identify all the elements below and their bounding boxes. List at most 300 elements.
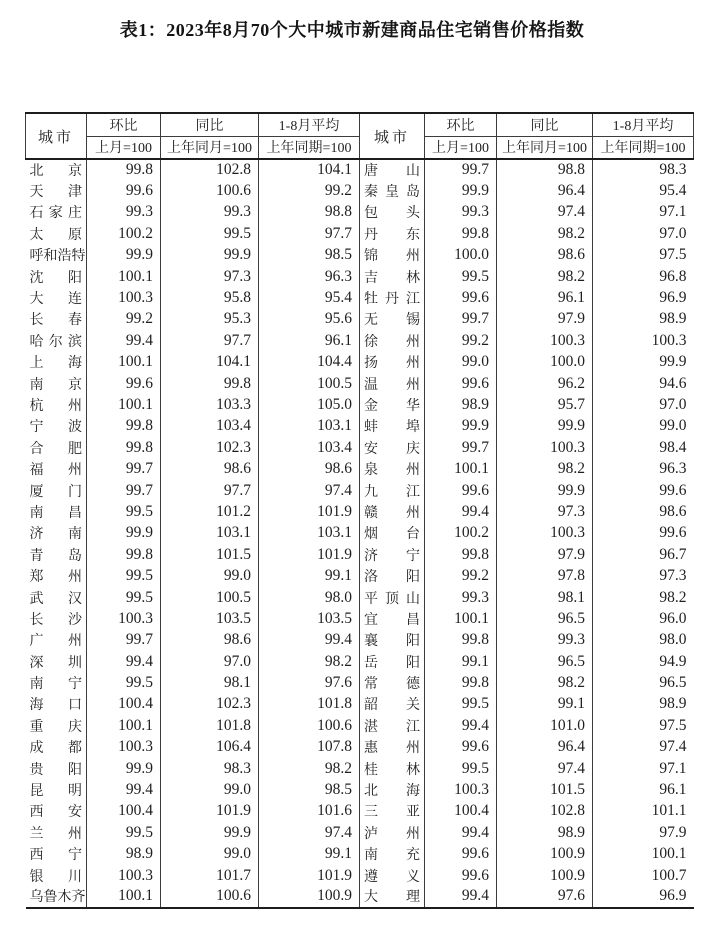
yoy-value-cell: 97.4 — [497, 202, 593, 223]
yoy-value-cell: 99.1 — [497, 694, 593, 715]
city-name: 成 都 — [29, 741, 82, 757]
table-row — [26, 352, 694, 373]
city-name: 北 京 — [29, 164, 82, 180]
table-row — [26, 309, 694, 330]
avg-value-cell: 101.9 — [259, 501, 360, 522]
city-cell — [26, 352, 87, 373]
yoy-value-cell: 100.6 — [161, 180, 259, 201]
city-name: 广 州 — [29, 634, 82, 650]
city-name: 兰 州 — [29, 826, 82, 842]
mom-value-cell: 100.4 — [87, 801, 161, 822]
avg-value-cell: 99.1 — [259, 565, 360, 586]
yoy-value-cell: 101.5 — [497, 779, 593, 800]
city-cell — [26, 480, 87, 501]
city-cell — [360, 737, 425, 758]
table-container — [25, 112, 694, 909]
city-name: 洛 阳 — [364, 570, 420, 586]
avg-value-cell: 98.4 — [659, 438, 687, 456]
avg-value-cell: 96.1 — [659, 781, 687, 799]
table-row — [26, 694, 694, 715]
city-name: 杭 州 — [29, 398, 82, 414]
yoy-value-cell: 99.0 — [161, 844, 259, 865]
city-cell — [26, 458, 87, 479]
avg-value-cell: 99.6 — [659, 481, 687, 499]
yoy-value-cell: 101.2 — [161, 501, 259, 522]
yoy-value-cell: 99.9 — [497, 416, 593, 437]
city-name: 重 庆 — [29, 719, 82, 735]
yoy-value-cell: 100.9 — [497, 844, 593, 865]
city-name: 秦 皇 岛 — [364, 185, 420, 201]
yoy-value-cell: 98.2 — [497, 458, 593, 479]
yoy-value-cell: 95.3 — [161, 309, 259, 330]
city-cell — [360, 865, 425, 886]
city-name: 北 海 — [364, 784, 420, 800]
avg-value-cell: 97.6 — [259, 672, 360, 693]
city-cell — [360, 544, 425, 565]
mom-value-cell: 99.6 — [87, 373, 161, 394]
city-name: 西 安 — [29, 805, 82, 821]
avg-value-cell: 96.8 — [659, 267, 687, 285]
city-name: 合 肥 — [29, 441, 82, 457]
mom-value-cell: 99.6 — [425, 865, 497, 886]
avg-value-cell: 100.3 — [651, 331, 687, 349]
city-name: 西 宁 — [29, 848, 82, 864]
mom-value-cell: 99.8 — [425, 630, 497, 651]
yoy-value-cell: 100.5 — [161, 587, 259, 608]
table-row — [26, 801, 694, 822]
city-cell — [26, 266, 87, 287]
city-cell — [360, 758, 425, 779]
city-name: 平 顶 山 — [364, 591, 420, 607]
yoy-value-cell: 103.1 — [161, 523, 259, 544]
yoy-value-cell: 100.3 — [497, 330, 593, 351]
city-cell — [360, 330, 425, 351]
mom-value-cell: 99.8 — [425, 544, 497, 565]
mom-value-cell: 100.3 — [87, 608, 161, 629]
mom-value-cell: 99.3 — [425, 202, 497, 223]
city-name: 桂 林 — [364, 762, 420, 778]
city-name: 九 江 — [364, 484, 420, 500]
avg-value-cell: 99.1 — [259, 844, 360, 865]
city-cell — [360, 801, 425, 822]
table-body — [26, 159, 694, 908]
mom-value-cell: 99.8 — [87, 544, 161, 565]
city-cell — [360, 480, 425, 501]
table-row — [26, 844, 694, 865]
city-cell — [26, 779, 87, 800]
table-row — [26, 779, 694, 800]
city-cell — [26, 822, 87, 843]
city-cell — [26, 287, 87, 308]
avg-value-cell: 97.1 — [659, 203, 687, 221]
city-name: 贵 阳 — [29, 762, 82, 778]
table-row — [26, 822, 694, 843]
avg-value-cell: 96.3 — [259, 266, 360, 287]
yoy-value-cell: 99.8 — [161, 373, 259, 394]
yoy-value-cell: 99.9 — [161, 822, 259, 843]
mom-value-cell: 100.4 — [87, 694, 161, 715]
city-name: 无 锡 — [364, 313, 420, 329]
mom-value-cell: 100.1 — [87, 394, 161, 415]
avg-value-cell: 96.9 — [659, 887, 687, 905]
city-cell — [360, 779, 425, 800]
table-row — [26, 245, 694, 266]
mom-value-cell: 100.1 — [87, 266, 161, 287]
yoy-value-cell: 99.5 — [161, 223, 259, 244]
avg-value-cell: 99.2 — [259, 180, 360, 201]
yoy-value-cell: 104.1 — [161, 352, 259, 373]
city-cell — [26, 758, 87, 779]
city-cell — [360, 394, 425, 415]
city-cell — [360, 309, 425, 330]
city-cell — [26, 373, 87, 394]
mom-value-cell: 99.3 — [87, 202, 161, 223]
mom-value-cell: 99.7 — [425, 159, 497, 180]
mom-value-cell: 99.2 — [425, 330, 497, 351]
yoy-value-cell: 99.0 — [161, 565, 259, 586]
city-cell — [26, 437, 87, 458]
avg-value-cell: 107.8 — [259, 737, 360, 758]
price-index-table — [25, 112, 694, 909]
header-yoy-base-left: 上年同月=100 — [161, 136, 259, 159]
avg-value-cell: 97.1 — [659, 759, 687, 777]
mom-value-cell: 99.7 — [87, 630, 161, 651]
mom-value-cell: 99.7 — [87, 480, 161, 501]
yoy-value-cell: 101.0 — [497, 715, 593, 736]
city-name: 南 充 — [364, 848, 420, 864]
yoy-value-cell: 102.3 — [161, 437, 259, 458]
mom-value-cell: 99.4 — [87, 330, 161, 351]
table-row — [26, 202, 694, 223]
table-row — [26, 458, 694, 479]
city-cell — [360, 844, 425, 865]
avg-value-cell: 103.5 — [259, 608, 360, 629]
mom-value-cell: 99.0 — [425, 352, 497, 373]
city-name: 遵 义 — [364, 869, 420, 885]
yoy-value-cell: 99.9 — [497, 480, 593, 501]
avg-value-cell: 97.3 — [659, 567, 687, 585]
city-name: 深 圳 — [29, 655, 82, 671]
avg-value-cell: 100.9 — [259, 886, 360, 907]
city-cell — [360, 694, 425, 715]
city-name: 武 汉 — [29, 591, 82, 607]
avg-value-cell: 95.4 — [259, 287, 360, 308]
yoy-value-cell: 100.3 — [497, 437, 593, 458]
mom-value-cell: 100.4 — [425, 801, 497, 822]
avg-value-cell: 96.0 — [659, 609, 687, 627]
mom-value-cell: 99.3 — [425, 587, 497, 608]
city-name: 南 昌 — [29, 505, 82, 521]
mom-value-cell: 99.7 — [425, 437, 497, 458]
yoy-value-cell: 97.0 — [161, 651, 259, 672]
mom-value-cell: 99.4 — [87, 779, 161, 800]
header-city-right: 城市 — [360, 113, 425, 159]
yoy-value-cell: 101.8 — [161, 715, 259, 736]
header-mom-right: 环比 — [425, 113, 497, 136]
city-name: 厦 门 — [29, 484, 82, 500]
mom-value-cell: 99.7 — [425, 309, 497, 330]
city-cell — [26, 309, 87, 330]
mom-value-cell: 99.4 — [425, 886, 497, 907]
header-avg-base-right: 上年同期=100 — [593, 136, 694, 159]
mom-value-cell: 99.6 — [425, 480, 497, 501]
city-name: 乌 鲁 木 齐 — [29, 890, 86, 906]
header-avg-right: 1-8月平均 — [593, 113, 694, 136]
avg-value-cell: 96.9 — [659, 289, 687, 307]
yoy-value-cell: 97.9 — [497, 309, 593, 330]
table-row — [26, 865, 694, 886]
table-row — [26, 886, 694, 907]
city-name: 韶 关 — [364, 698, 420, 714]
mom-value-cell: 99.8 — [87, 159, 161, 180]
avg-value-cell: 98.5 — [259, 779, 360, 800]
yoy-value-cell: 98.6 — [161, 630, 259, 651]
yoy-value-cell: 106.4 — [161, 737, 259, 758]
table-row — [26, 715, 694, 736]
city-cell — [360, 352, 425, 373]
city-name: 安 庆 — [364, 441, 420, 457]
city-cell — [26, 330, 87, 351]
avg-value-cell: 101.9 — [259, 544, 360, 565]
avg-value-cell: 99.0 — [659, 417, 687, 435]
yoy-value-cell: 96.4 — [497, 180, 593, 201]
city-cell — [26, 416, 87, 437]
city-name: 南 宁 — [29, 677, 82, 693]
city-name: 惠 州 — [364, 741, 420, 757]
avg-value-cell: 96.1 — [259, 330, 360, 351]
yoy-value-cell: 102.8 — [161, 159, 259, 180]
avg-value-cell: 103.1 — [259, 523, 360, 544]
avg-value-cell: 97.4 — [659, 738, 687, 756]
city-name: 济 南 — [29, 527, 82, 543]
avg-value-cell: 98.5 — [259, 245, 360, 266]
city-cell — [360, 437, 425, 458]
table-row — [26, 480, 694, 501]
table-row — [26, 630, 694, 651]
table-row — [26, 758, 694, 779]
mom-value-cell: 99.4 — [425, 715, 497, 736]
city-name: 长 春 — [29, 313, 82, 329]
city-cell — [26, 694, 87, 715]
mom-value-cell: 99.7 — [87, 458, 161, 479]
avg-value-cell: 98.3 — [659, 161, 687, 179]
city-cell — [360, 822, 425, 843]
city-name: 太 原 — [29, 227, 82, 243]
city-name: 青 岛 — [29, 548, 82, 564]
avg-value-cell: 98.9 — [659, 310, 687, 328]
city-cell — [360, 458, 425, 479]
avg-value-cell: 105.0 — [259, 394, 360, 415]
mom-value-cell: 99.2 — [87, 309, 161, 330]
avg-value-cell: 100.6 — [259, 715, 360, 736]
city-cell — [360, 672, 425, 693]
avg-value-cell: 97.5 — [659, 716, 687, 734]
avg-value-cell: 98.6 — [259, 458, 360, 479]
yoy-value-cell: 97.4 — [497, 758, 593, 779]
yoy-value-cell: 97.9 — [497, 544, 593, 565]
avg-value-cell: 100.5 — [259, 373, 360, 394]
mom-value-cell: 100.3 — [87, 865, 161, 886]
city-name: 宜 昌 — [364, 612, 420, 628]
city-cell — [360, 180, 425, 201]
avg-value-cell: 97.0 — [659, 395, 687, 413]
header-avg-left: 1-8月平均 — [259, 113, 360, 136]
city-cell — [26, 844, 87, 865]
city-cell — [26, 587, 87, 608]
yoy-value-cell: 96.1 — [497, 287, 593, 308]
city-name: 蚌 埠 — [364, 420, 420, 436]
avg-value-cell: 103.1 — [259, 416, 360, 437]
yoy-value-cell: 96.4 — [497, 737, 593, 758]
mom-value-cell: 100.3 — [87, 737, 161, 758]
city-name: 扬 州 — [364, 356, 420, 372]
table-row — [26, 159, 694, 180]
mom-value-cell: 99.6 — [425, 287, 497, 308]
table-row — [26, 608, 694, 629]
city-name: 宁 波 — [29, 420, 82, 436]
city-cell — [26, 715, 87, 736]
yoy-value-cell: 98.8 — [497, 159, 593, 180]
yoy-value-cell: 102.8 — [497, 801, 593, 822]
yoy-value-cell: 103.3 — [161, 394, 259, 415]
avg-value-cell: 98.6 — [659, 502, 687, 520]
avg-value-cell: 98.2 — [259, 651, 360, 672]
mom-value-cell: 99.5 — [425, 758, 497, 779]
city-name: 大 理 — [364, 890, 420, 906]
avg-value-cell: 101.6 — [259, 801, 360, 822]
table-row — [26, 373, 694, 394]
yoy-value-cell: 97.7 — [161, 330, 259, 351]
table-row — [26, 544, 694, 565]
yoy-value-cell: 100.9 — [497, 865, 593, 886]
mom-value-cell: 99.8 — [87, 416, 161, 437]
city-name: 金 华 — [364, 398, 420, 414]
table-row — [26, 330, 694, 351]
table-row — [26, 565, 694, 586]
yoy-value-cell: 101.9 — [161, 801, 259, 822]
mom-value-cell: 99.4 — [425, 822, 497, 843]
avg-value-cell: 96.5 — [659, 674, 687, 692]
avg-value-cell: 96.7 — [659, 545, 687, 563]
city-name: 锦 州 — [364, 249, 420, 265]
yoy-value-cell: 100.0 — [497, 352, 593, 373]
city-name: 济 宁 — [364, 548, 420, 564]
avg-value-cell: 104.1 — [259, 159, 360, 180]
table-row — [26, 651, 694, 672]
city-cell — [360, 565, 425, 586]
mom-value-cell: 99.6 — [425, 737, 497, 758]
city-cell — [360, 202, 425, 223]
city-name: 烟 台 — [364, 527, 420, 543]
yoy-value-cell: 96.5 — [497, 608, 593, 629]
mom-value-cell: 99.5 — [87, 565, 161, 586]
avg-value-cell: 98.0 — [259, 587, 360, 608]
table-row — [26, 287, 694, 308]
city-cell — [360, 287, 425, 308]
mom-value-cell: 100.1 — [425, 458, 497, 479]
city-cell — [26, 501, 87, 522]
mom-value-cell: 99.9 — [425, 416, 497, 437]
yoy-value-cell: 97.3 — [161, 266, 259, 287]
yoy-value-cell: 98.9 — [497, 822, 593, 843]
city-name: 南 京 — [29, 377, 82, 393]
city-name: 郑 州 — [29, 570, 82, 586]
avg-value-cell: 98.8 — [259, 202, 360, 223]
header-yoy-left: 同比 — [161, 113, 259, 136]
table-row — [26, 672, 694, 693]
city-cell — [26, 394, 87, 415]
mom-value-cell: 99.5 — [425, 694, 497, 715]
avg-value-cell: 97.0 — [659, 224, 687, 242]
table-row — [26, 737, 694, 758]
mom-value-cell: 99.5 — [87, 501, 161, 522]
yoy-value-cell: 103.5 — [161, 608, 259, 629]
avg-value-cell: 99.9 — [659, 353, 687, 371]
yoy-value-cell: 99.3 — [161, 202, 259, 223]
mom-value-cell: 99.9 — [87, 758, 161, 779]
yoy-value-cell: 101.7 — [161, 865, 259, 886]
mom-value-cell: 99.4 — [87, 651, 161, 672]
table-row — [26, 437, 694, 458]
mom-value-cell: 100.1 — [87, 715, 161, 736]
city-name: 沈 阳 — [29, 270, 82, 286]
mom-value-cell: 99.9 — [87, 245, 161, 266]
mom-value-cell: 98.9 — [87, 844, 161, 865]
city-cell — [26, 159, 87, 180]
yoy-value-cell: 97.3 — [497, 501, 593, 522]
city-cell — [360, 587, 425, 608]
city-name: 牡 丹 江 — [364, 292, 420, 308]
mom-value-cell: 99.8 — [425, 223, 497, 244]
header-mom-base-left: 上月=100 — [87, 136, 161, 159]
avg-value-cell: 95.4 — [659, 182, 687, 200]
yoy-value-cell: 98.6 — [497, 245, 593, 266]
city-cell — [26, 737, 87, 758]
avg-value-cell: 103.4 — [259, 437, 360, 458]
table-header — [26, 113, 694, 159]
city-cell — [26, 565, 87, 586]
city-name: 呼 和 浩 特 — [29, 249, 86, 265]
avg-value-cell: 97.4 — [259, 480, 360, 501]
mom-value-cell: 99.8 — [425, 672, 497, 693]
mom-value-cell: 99.6 — [425, 844, 497, 865]
city-name: 丹 东 — [364, 227, 420, 243]
city-name: 天 津 — [29, 185, 82, 201]
city-cell — [26, 523, 87, 544]
mom-value-cell: 99.8 — [87, 437, 161, 458]
city-cell — [360, 266, 425, 287]
mom-value-cell: 100.3 — [425, 779, 497, 800]
header-mom-base-right: 上月=100 — [425, 136, 497, 159]
city-name: 昆 明 — [29, 784, 82, 800]
mom-value-cell: 99.5 — [425, 266, 497, 287]
mom-value-cell: 98.9 — [425, 394, 497, 415]
city-cell — [360, 523, 425, 544]
avg-value-cell: 98.0 — [659, 631, 687, 649]
header-mom-left: 环比 — [87, 113, 161, 136]
city-name: 包 头 — [364, 206, 420, 222]
header-row-1 — [26, 113, 694, 136]
header-avg-base-left: 上年同期=100 — [259, 136, 360, 159]
yoy-value-cell: 103.4 — [161, 416, 259, 437]
city-cell — [360, 223, 425, 244]
city-cell — [360, 373, 425, 394]
city-name: 湛 江 — [364, 719, 420, 735]
table-row — [26, 501, 694, 522]
city-cell — [360, 886, 425, 907]
city-name: 长 沙 — [29, 612, 82, 628]
mom-value-cell: 100.3 — [87, 287, 161, 308]
